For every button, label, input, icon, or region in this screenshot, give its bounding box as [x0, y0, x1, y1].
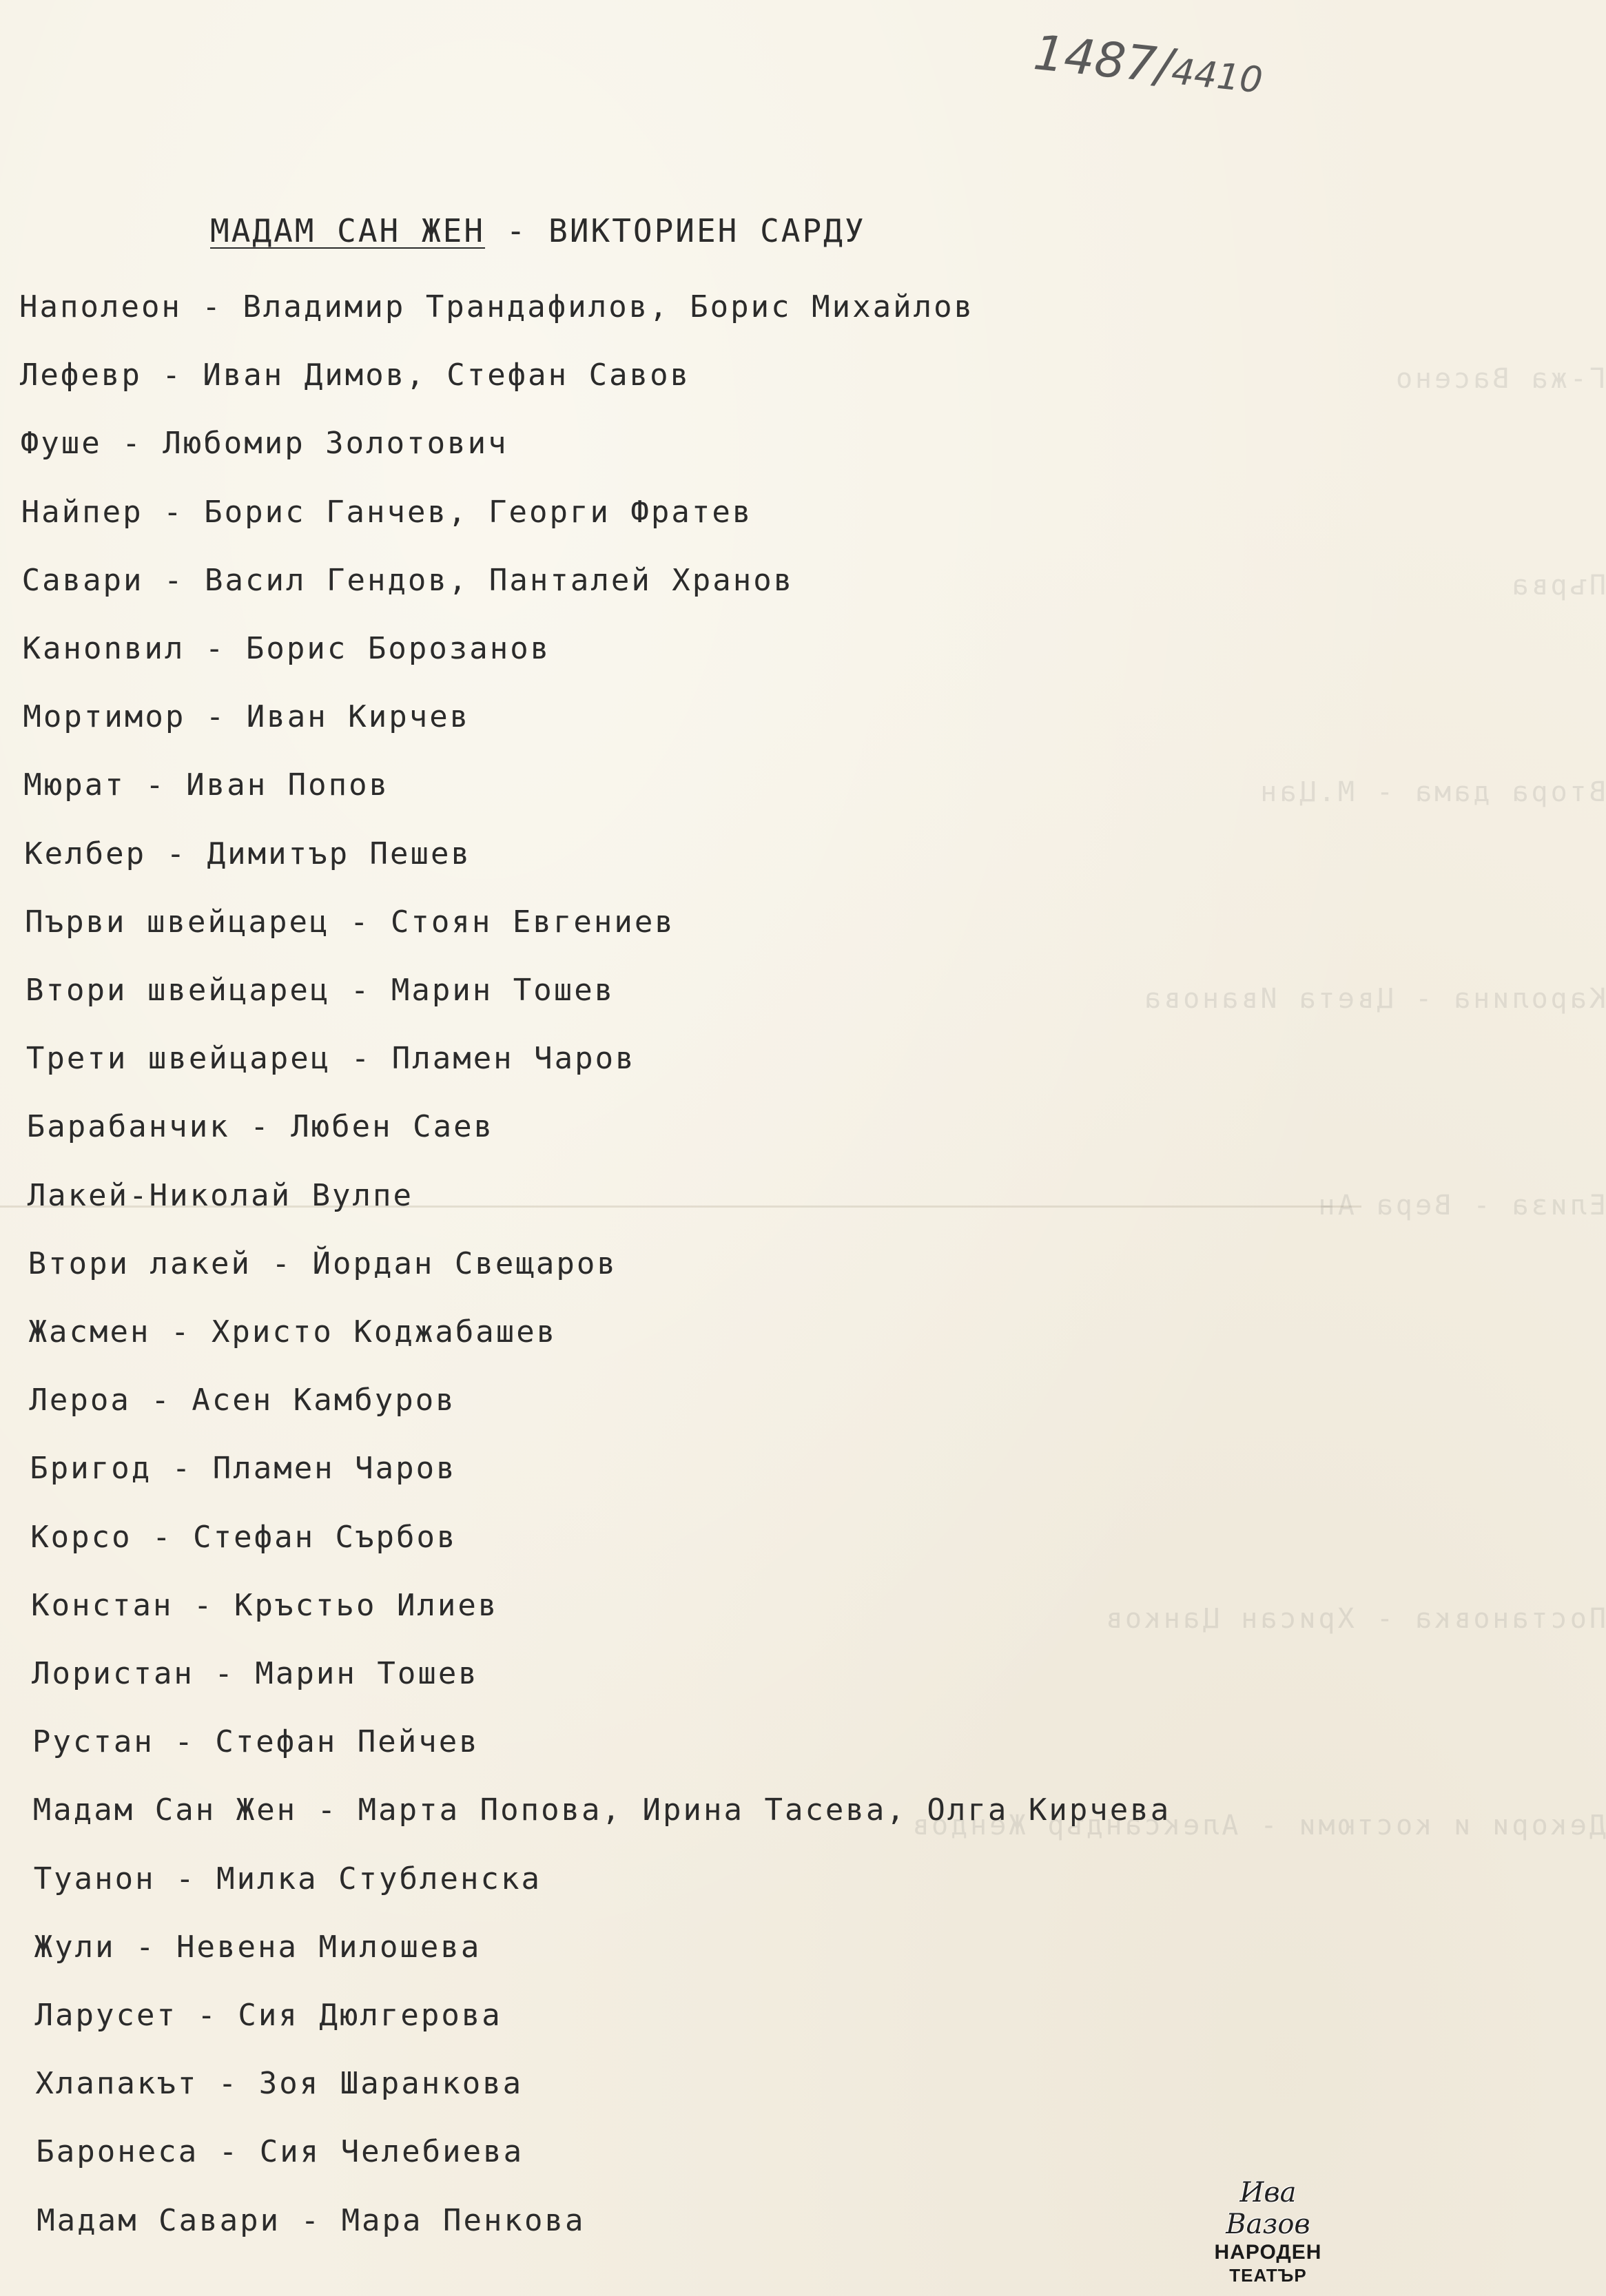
actor-names: Владимир Трандафилов, Борис Михайлов [243, 289, 975, 324]
cast-entry [23, 631, 551, 666]
ghost-line: Първа [1509, 570, 1606, 601]
actor-names: Милка Стубленска [216, 1861, 542, 1896]
reference-number: 1487 [1031, 24, 1160, 94]
actor-names: Невена Милошева [176, 1929, 482, 1965]
role-name: Втори лакей [28, 1245, 251, 1281]
actor-names: Стоян Евгениев [390, 904, 675, 940]
role-separator: - [101, 426, 163, 462]
actor-names: Борис Ганчев, Георги Фратев [204, 494, 753, 530]
role-name: Рустан [32, 1724, 154, 1760]
ghost-line: Постановка - Хрисан Цанков [1102, 1603, 1606, 1635]
role-name: Лакей [27, 1177, 130, 1213]
role-separator: - [146, 836, 207, 871]
role-name: Жули [34, 1929, 116, 1965]
ghost-line [909, 1378, 1606, 1447]
actor-names: Любен Саев [291, 1109, 495, 1145]
actor-names: Мара Пенкова [341, 2202, 586, 2238]
role-separator: - [143, 562, 205, 598]
bleed-through-text [909, 207, 1606, 1929]
role-separator: - [141, 358, 203, 393]
role-name: Каноnвил [22, 631, 185, 666]
ghost-line: Декори и костюми - Александър Жендов [909, 1810, 1606, 1841]
role-name: Жасмен [28, 1314, 151, 1349]
actor-names: Иван Димов, Стефан Савов [203, 358, 691, 393]
role-separator: - [125, 767, 187, 803]
actor-names: Марта Попова, Ирина Тасева, Олга Кирчева [358, 1792, 1171, 1828]
cast-entry [27, 1109, 494, 1144]
ghost-line: Втора дама - М.Цан [1257, 776, 1606, 808]
cast-entry [37, 2203, 585, 2238]
actor-names: Васил Гендов, Панталей Хранов [205, 562, 794, 598]
cast-entry [28, 1178, 413, 1213]
ghost-line: Елиза - Вера Ан [1315, 1190, 1606, 1221]
actor-names: Пламен Чаров [212, 1451, 457, 1487]
role-separator: - [331, 1041, 392, 1077]
national-theatre-logo [1204, 2177, 1332, 2286]
role-separator: - [251, 1245, 313, 1281]
role-name: Наполеон [19, 289, 182, 324]
actor-names: Стефан Сърбов [193, 1519, 457, 1555]
reference-slash: / [1153, 37, 1175, 95]
role-name: Корсо [30, 1519, 132, 1555]
role-separator: - [132, 1519, 194, 1555]
actor-names: Марин Тошев [255, 1656, 479, 1691]
logo-line-1: НАРОДЕН [1214, 2241, 1322, 2264]
cast-entry [35, 2066, 523, 2101]
cast-entry [30, 1520, 457, 1555]
role-separator: - [173, 1587, 235, 1623]
cast-entry [23, 699, 470, 734]
cast-entry [25, 973, 615, 1008]
actor-names: Йордан Свещаров [312, 1245, 617, 1281]
cast-entry [22, 563, 794, 598]
role-name: Туанон [33, 1861, 156, 1896]
role-name: Савари [21, 562, 144, 598]
role-separator: - [150, 1314, 212, 1349]
cast-entry [32, 1724, 480, 1759]
role-separator: - [115, 1929, 177, 1965]
cast-entry [29, 1383, 455, 1418]
actor-names: Иван Попов [186, 767, 390, 803]
role-separator: - [329, 904, 391, 940]
ghost-line: Каролина - Цвета Иванова [1141, 983, 1606, 1015]
role-separator: - [130, 1383, 192, 1418]
role-separator: - [330, 973, 391, 1008]
role-name: Барабанчик [26, 1109, 230, 1145]
role-separator: - [229, 1109, 291, 1145]
role-name: Мортимор [23, 699, 186, 735]
role-name: Трети швейцарец [25, 1041, 331, 1077]
actor-names: Николай Вулпе [149, 1177, 414, 1213]
actor-names: Пламен Чаров [391, 1041, 636, 1077]
role-name: Първи швейцарец [25, 904, 330, 940]
role-separator: - [129, 1177, 150, 1213]
actor-names: Сия Дюлгерова [238, 1998, 502, 2033]
actor-names: Асен Камбуров [192, 1383, 456, 1418]
cast-entry [33, 1792, 1171, 1828]
role-name: Втори швейцарец [25, 973, 331, 1008]
cast-entry [28, 1246, 617, 1281]
role-name: Баронеса [36, 2134, 199, 2170]
role-name: Мадам Сан Жен [32, 1792, 298, 1828]
cast-entry [21, 426, 508, 461]
title-separator: - [485, 212, 549, 249]
logo-signature: Ива Вазов [1226, 2177, 1310, 2240]
actor-names: Димитър Пешев [207, 836, 471, 871]
actor-names: Любомир Золотович [163, 426, 508, 462]
cast-entry [19, 289, 974, 324]
role-name: Хлапакът [35, 2066, 198, 2102]
cast-entry [34, 1930, 482, 1965]
role-name: Фуше [20, 426, 102, 462]
role-separator: - [280, 2202, 342, 2238]
document-title [210, 212, 866, 249]
role-separator: - [152, 1451, 213, 1487]
cast-entry [34, 1861, 542, 1896]
cast-entry [30, 1451, 456, 1486]
handwritten-reference-number [1031, 24, 1266, 104]
cast-entry [31, 1588, 498, 1623]
role-separator: - [198, 2066, 259, 2102]
role-separator: - [185, 631, 246, 666]
actor-names: Борис Борозанов [245, 631, 551, 666]
role-name: Бригод [30, 1451, 152, 1487]
role-name: Лефевр [19, 358, 142, 393]
cast-entry [32, 1656, 479, 1691]
cast-entry [35, 1998, 502, 2033]
cast-entry [24, 836, 471, 871]
role-name: Ларусет [34, 1998, 177, 2033]
actor-names: Иван Кирчев [246, 699, 471, 735]
cast-entry [21, 495, 753, 530]
role-separator: - [155, 1861, 217, 1896]
ghost-line: Г-жа Васено [1393, 363, 1606, 395]
play-title: МАДАМ САН ЖЕН [210, 212, 486, 249]
role-name: Келбер [24, 836, 147, 871]
reference-sub: 4410 [1169, 50, 1265, 102]
actor-names: Христо Коджабашев [211, 1314, 557, 1349]
role-name: Лористан [32, 1656, 194, 1691]
actor-names: Марин Тошев [391, 973, 615, 1008]
actor-names: Зоя Шаранкова [258, 2066, 524, 2102]
role-separator: - [198, 2134, 260, 2170]
actor-names: Кръстьо Илиев [234, 1587, 499, 1623]
author-name: ВИКТОРИЕН САРДУ [548, 212, 866, 249]
cast-entry [23, 767, 389, 803]
logo-line-2: ТЕАТЪР [1229, 2265, 1307, 2286]
role-name: Констан [31, 1587, 174, 1623]
role-separator: - [194, 1656, 256, 1691]
role-separator: - [143, 494, 205, 530]
actor-names: Стефан Пейчев [215, 1724, 480, 1760]
cast-entry [20, 358, 690, 393]
cast-entry [29, 1314, 557, 1349]
cast-entry [36, 2134, 524, 2169]
role-separator: - [154, 1724, 216, 1760]
role-separator: - [176, 1998, 238, 2033]
role-name: Мадам Савари [37, 2202, 281, 2238]
role-separator: - [185, 699, 247, 735]
actor-names: Сия Челебиева [259, 2134, 524, 2170]
role-separator: - [181, 289, 243, 324]
role-name: Лероа [29, 1383, 131, 1418]
cast-entry [25, 904, 675, 940]
role-name: Найпер [21, 494, 143, 530]
role-name: Мюрат [23, 767, 125, 803]
cast-entry [26, 1041, 636, 1076]
role-separator: - [297, 1792, 358, 1828]
